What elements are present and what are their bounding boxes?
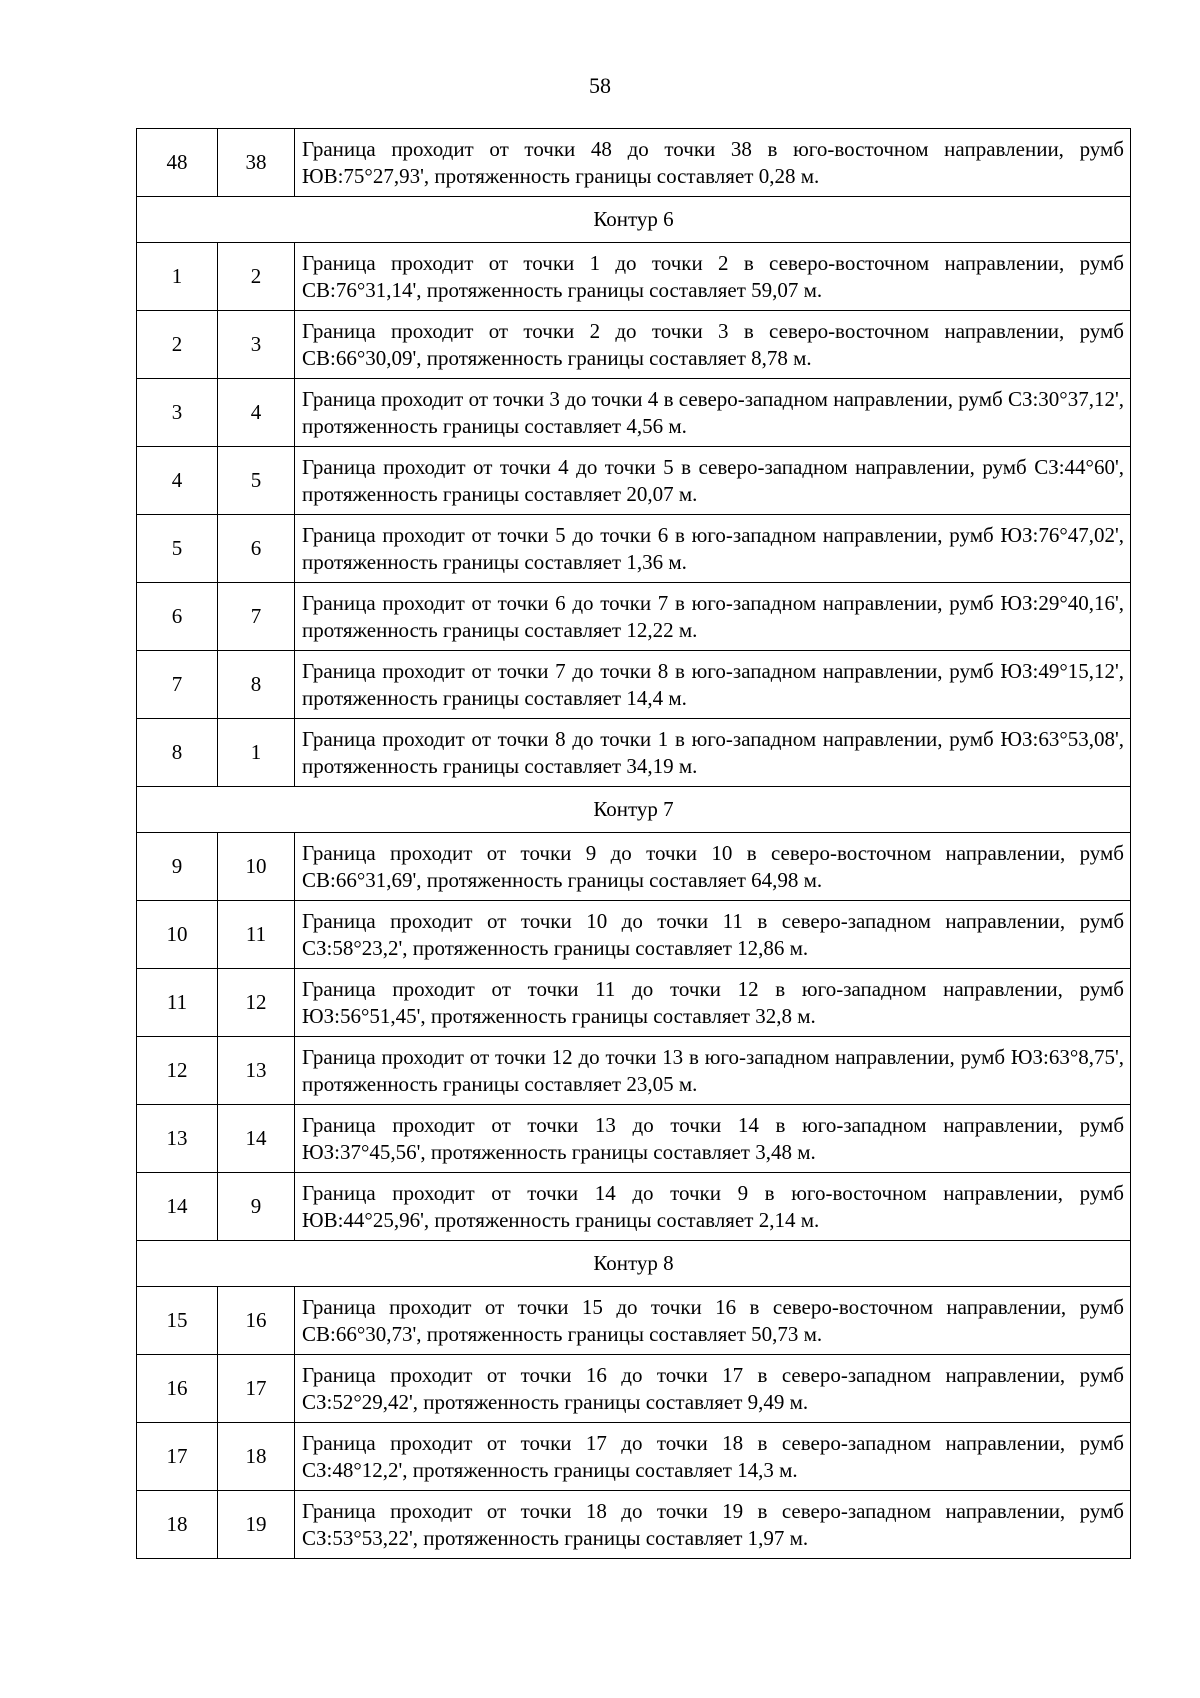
table-row xyxy=(137,129,1131,197)
point-from-cell: 4 xyxy=(137,447,218,515)
point-to-cell: 3 xyxy=(218,311,295,379)
point-to-cell: 18 xyxy=(218,1423,295,1491)
point-from-cell: 1 xyxy=(137,243,218,311)
table-body xyxy=(137,129,1131,1559)
contour-title: Контур 8 xyxy=(137,1241,1131,1287)
boundary-description-cell: Граница проходит от точки 8 до точки 1 в юго-западном направлении, румб ЮЗ:63°53,08', протяженность границы составляет 34,19 м. xyxy=(295,719,1131,787)
contour-header-row xyxy=(137,1241,1131,1287)
point-from-cell: 15 xyxy=(137,1287,218,1355)
point-from-cell: 13 xyxy=(137,1105,218,1173)
point-from-cell: 9 xyxy=(137,833,218,901)
boundary-description-cell: Граница проходит от точки 4 до точки 5 в северо-западном направлении, румб СЗ:44°60', протяженность границы составляет 20,07 м. xyxy=(295,447,1131,515)
contour-header-row xyxy=(137,197,1131,243)
point-to-cell: 5 xyxy=(218,447,295,515)
point-from-cell: 2 xyxy=(137,311,218,379)
point-from-cell: 5 xyxy=(137,515,218,583)
table-row xyxy=(137,583,1131,651)
table-row xyxy=(137,447,1131,515)
point-from-cell: 3 xyxy=(137,379,218,447)
table-row xyxy=(137,1423,1131,1491)
boundary-description-cell: Граница проходит от точки 17 до точки 18 в северо-западном направлении, румб СЗ:48°12,2', протяженность границы составляет 14,3 м. xyxy=(295,1423,1131,1491)
point-to-cell: 10 xyxy=(218,833,295,901)
table-row xyxy=(137,1173,1131,1241)
point-to-cell: 8 xyxy=(218,651,295,719)
boundary-description-cell: Граница проходит от точки 2 до точки 3 в северо-восточном направлении, румб СВ:66°30,09', протяженность границы составляет 8,78 м. xyxy=(295,311,1131,379)
table-row xyxy=(137,719,1131,787)
boundary-description-cell: Граница проходит от точки 11 до точки 12 в юго-западном направлении, румб ЮЗ:56°51,45', протяженность границы составляет 32,8 м. xyxy=(295,969,1131,1037)
point-from-cell: 7 xyxy=(137,651,218,719)
point-from-cell: 48 xyxy=(137,129,218,197)
point-from-cell: 17 xyxy=(137,1423,218,1491)
point-to-cell: 19 xyxy=(218,1491,295,1559)
contour-title: Контур 6 xyxy=(137,197,1131,243)
boundary-description-cell: Граница проходит от точки 15 до точки 16 в северо-восточном направлении, румб СВ:66°30,73', протяженность границы составляет 50,73 м. xyxy=(295,1287,1131,1355)
page-number: 58 xyxy=(589,73,611,98)
point-from-cell: 12 xyxy=(137,1037,218,1105)
point-to-cell: 38 xyxy=(218,129,295,197)
point-from-cell: 8 xyxy=(137,719,218,787)
boundary-table xyxy=(136,128,1131,1559)
point-from-cell: 18 xyxy=(137,1491,218,1559)
point-to-cell: 4 xyxy=(218,379,295,447)
table-row xyxy=(137,1491,1131,1559)
boundary-description-cell: Граница проходит от точки 16 до точки 17 в северо-западном направлении, румб СЗ:52°29,42', протяженность границы составляет 9,49 м. xyxy=(295,1355,1131,1423)
table-row xyxy=(137,1105,1131,1173)
point-to-cell: 9 xyxy=(218,1173,295,1241)
point-from-cell: 6 xyxy=(137,583,218,651)
contour-title: Контур 7 xyxy=(137,787,1131,833)
point-from-cell: 10 xyxy=(137,901,218,969)
point-from-cell: 14 xyxy=(137,1173,218,1241)
boundary-description-cell: Граница проходит от точки 1 до точки 2 в северо-восточном направлении, румб СВ:76°31,14', протяженность границы составляет 59,07 м. xyxy=(295,243,1131,311)
table-row xyxy=(137,651,1131,719)
contour-header-row xyxy=(137,787,1131,833)
boundary-description-cell: Граница проходит от точки 18 до точки 19 в северо-западном направлении, румб СЗ:53°53,22', протяженность границы составляет 1,97 м. xyxy=(295,1491,1131,1559)
table-row xyxy=(137,901,1131,969)
boundary-description-cell: Граница проходит от точки 6 до точки 7 в юго-западном направлении, румб ЮЗ:29°40,16', протяженность границы составляет 12,22 м. xyxy=(295,583,1131,651)
point-to-cell: 7 xyxy=(218,583,295,651)
point-from-cell: 16 xyxy=(137,1355,218,1423)
table-row xyxy=(137,833,1131,901)
point-to-cell: 1 xyxy=(218,719,295,787)
table-row xyxy=(137,1287,1131,1355)
boundary-description-cell: Граница проходит от точки 13 до точки 14 в юго-западном направлении, румб ЮЗ:37°45,56', протяженность границы составляет 3,48 м. xyxy=(295,1105,1131,1173)
point-to-cell: 11 xyxy=(218,901,295,969)
point-to-cell: 14 xyxy=(218,1105,295,1173)
point-to-cell: 6 xyxy=(218,515,295,583)
point-to-cell: 2 xyxy=(218,243,295,311)
table-row xyxy=(137,969,1131,1037)
table-row xyxy=(137,243,1131,311)
boundary-description-cell: Граница проходит от точки 14 до точки 9 в юго-восточном направлении, румб ЮВ:44°25,96', протяженность границы составляет 2,14 м. xyxy=(295,1173,1131,1241)
table-row xyxy=(137,379,1131,447)
boundary-description-cell: Граница проходит от точки 3 до точки 4 в северо-западном направлении, румб СЗ:30°37,12', протяженность границы составляет 4,56 м. xyxy=(295,379,1131,447)
boundary-description-cell: Граница проходит от точки 5 до точки 6 в юго-западном направлении, румб ЮЗ:76°47,02', протяженность границы составляет 1,36 м. xyxy=(295,515,1131,583)
boundary-description-cell: Граница проходит от точки 7 до точки 8 в юго-западном направлении, румб ЮЗ:49°15,12', протяженность границы составляет 14,4 м. xyxy=(295,651,1131,719)
table-row xyxy=(137,1355,1131,1423)
table-row xyxy=(137,1037,1131,1105)
boundary-description-cell: Граница проходит от точки 9 до точки 10 в северо-восточном направлении, румб СВ:66°31,69', протяженность границы составляет 64,98 м. xyxy=(295,833,1131,901)
point-from-cell: 11 xyxy=(137,969,218,1037)
boundary-description-cell: Граница проходит от точки 48 до точки 38 в юго-восточном направлении, румб ЮВ:75°27,93', протяженность границы составляет 0,28 м. xyxy=(295,129,1131,197)
table-row xyxy=(137,515,1131,583)
point-to-cell: 17 xyxy=(218,1355,295,1423)
boundary-description-cell: Граница проходит от точки 10 до точки 11 в северо-западном направлении, румб СЗ:58°23,2', протяженность границы составляет 12,86 м. xyxy=(295,901,1131,969)
boundary-description-cell: Граница проходит от точки 12 до точки 13 в юго-западном направлении, румб ЮЗ:63°8,75', протяженность границы составляет 23,05 м. xyxy=(295,1037,1131,1105)
point-to-cell: 16 xyxy=(218,1287,295,1355)
point-to-cell: 12 xyxy=(218,969,295,1037)
table-row xyxy=(137,311,1131,379)
point-to-cell: 13 xyxy=(218,1037,295,1105)
